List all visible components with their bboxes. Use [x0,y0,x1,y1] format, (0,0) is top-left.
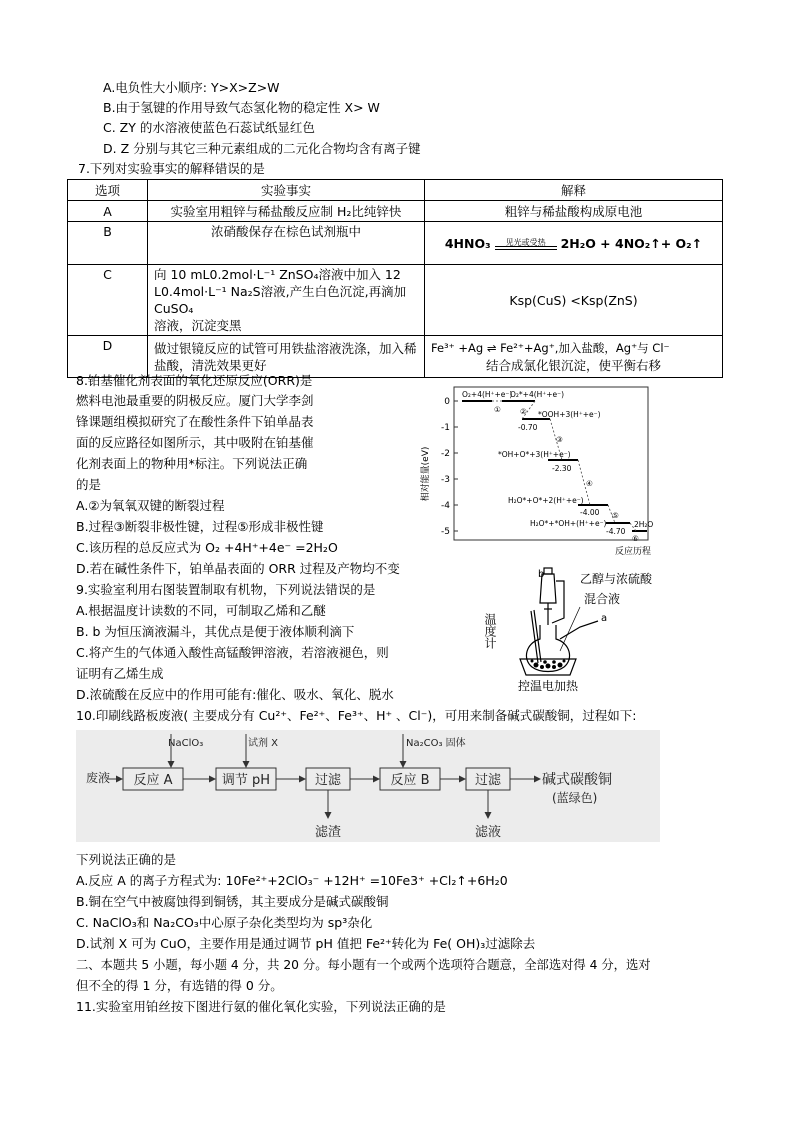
flow-residue: 滤渣 [314,825,342,840]
q7-header-fact: 实验事实 [148,180,425,201]
orr-species-7: 2H₂O [634,520,654,529]
q8-stem-line6: 的是 [76,477,102,492]
orr-value-4: -4.70 [606,527,626,536]
orr-species-1: O₂+4(H⁺+e⁻) [462,390,513,399]
flow-filter-2: 过滤 [474,773,502,788]
q7-row-d-option: D [68,336,148,378]
orr-species-5: H₂O*+O*+2(H⁺+e⁻) [508,496,584,505]
apparatus-figure [483,563,653,698]
q6-option-d: D. Z 分别与其它三种元素组成的二元化合物均含有离子键 [103,141,421,156]
q11-stem: 11.实验室用铂丝按下图进行氨的催化氧化实验，下列说法正确的是 [76,999,446,1014]
orr-ytick-0: 0 [444,397,450,407]
flow-product: 碱式碳酸铜 [542,772,612,788]
apparatus-label-b: b [538,569,545,580]
orr-species-4: *OH+O*+3(H⁺+e⁻) [498,450,571,459]
q6-option-c: C. ZY 的水溶液使蓝色石蕊试纸显红色 [103,120,315,135]
q8-stem-line2: 燃料电池最重要的阴极反应。厦门大学李剑 [76,393,314,408]
flow-reagent-naclo3: NaClO₃ [168,738,204,749]
orr-step-4: ④ [586,479,593,488]
orr-ytick-1: -1 [441,423,450,433]
q7-row-c-fact-line2: L0.4mol·L⁻¹ Na₂S溶液,产生白色沉淀,再滴加 CuSO₄ [154,284,407,316]
q7-row-b-fact: 浓硝酸保存在棕色试剂瓶中 [148,222,425,265]
flow-filter-1: 过滤 [314,773,342,788]
orr-species-6: H₂O*+*OH+(H⁺+e⁻) [530,519,607,528]
q9-option-c-line2: 证明有乙烯生成 [76,666,164,681]
q10-question: 下列说法正确的是 [76,852,177,867]
orr-step-2: ② [520,407,527,416]
q8-option-a: A.②为氧氧双键的断裂过程 [76,498,225,513]
q9-option-a: A.根据温度计读数的不同，可制取乙烯和乙醚 [76,603,326,618]
q8-stem-line4: 面的反应路径如图所示，其中吸附在铂基催 [76,435,314,450]
q7-row-c-explanation: Ksp(CuS) <Ksp(ZnS) [425,265,723,336]
q7-row-b-option: B [68,222,148,265]
q7-row-d-explanation [425,336,723,378]
q7-table [67,179,723,378]
orr-species-2: O₂*+4(H⁺+e⁻) [510,390,565,399]
q8-stem-line5: 化剂表面上的物种用*标注。下列说法正确 [76,456,308,471]
q7-row-d-explanation-line2: 结合成氯化银沉淀，使平衡右移 [485,357,661,373]
q7-row-d-explanation-line1: Fe³⁺ +Ag ⇌ Fe²⁺+Ag⁺,加入盐酸，Ag⁺与 Cl⁻ [431,340,670,355]
q10-option-d: D.试剂 X 可为 CuO，主要作用是通过调节 pH 值把 Fe²⁺转化为 Fe( OH)₃过滤除去 [76,936,536,951]
q10-option-c: C. NaClO₃和 Na₂CO₃中心原子杂化类型均为 sp³杂化 [76,915,373,930]
q9-option-c-line1: C.将产生的气体通入酸性高锰酸钾溶液，若溶液褪色，则 [76,645,389,660]
q9-stem: 9.实验室利用右图装置制取有机物，下列说法错误的是 [76,582,376,597]
flow-product-color: (蓝绿色) [552,791,598,805]
apparatus-reagent-line2: 混合液 [584,592,621,606]
q7-row-b-products: 2H₂O + 4NO₂↑+ O₂↑ [560,235,703,251]
q7-header-explanation: 解释 [425,180,723,201]
apparatus-heater-label: 控温电加热 [518,679,579,693]
orr-ylabel: 相对能量(eV) [421,446,431,502]
q8-option-d: D.若在碱性条件下，铂单晶表面的 ORR 过程及产物均不变 [76,561,400,576]
q10-option-a: A.反应 A 的离子方程式为: 10Fe²⁺+2ClO₃⁻ +12H⁺ =10Fe3⁺ +Cl₂↑+6H₂0 [76,873,508,888]
q7-row-d-fact-line1: 做过银镜反应的试管可用铁盐溶液洗涤，加入稀 [154,340,417,356]
flow-adjust-ph: 调节 pH [221,773,271,788]
orr-step-5: ⑤ [612,511,619,520]
apparatus-thermometer-label: 温度计 [483,613,497,649]
orr-ytick-5: -5 [441,527,450,537]
q7-row-a-fact: 实验室用粗锌与稀盐酸反应制 H₂比纯锌快 [148,201,425,222]
orr-value-2: -2.30 [552,464,572,473]
orr-ytick-3: -3 [441,475,450,485]
flow-reaction-a: 反应 A [133,773,173,788]
q7-row-c-fact-line3: 溶液，沉淀变黑 [154,318,242,333]
orr-value-1: -0.70 [518,423,538,432]
orr-species-3: *OOH+3(H⁺+e⁻) [538,410,601,419]
orr-ytick-4: -4 [441,501,450,511]
q8-stem-line1: 8.铂基催化剂表面的氧化还原反应(ORR)是 [76,373,313,388]
section2-instructions-line2: 但不全的得 1 分，有选错的得 0 分。 [76,978,283,993]
q7-row-c-fact-line1: 向 10 mL0.2mol·L⁻¹ ZnSO₄溶液中加入 12 [154,267,401,282]
q10-option-b: B.铜在空气中被腐蚀得到铜锈，其主要成分是碱式碳酸铜 [76,894,389,909]
apparatus-label-a: a [601,613,608,624]
q7-row-b-explanation [425,222,723,265]
flow-reagent-x: 试剂 X [248,738,279,749]
q7-row-a-option: A [68,201,148,222]
orr-step-1: ① [494,405,501,414]
flow-filtrate: 滤液 [474,825,502,840]
flow-reaction-b: 反应 B [390,773,430,788]
orr-ytick-2: -2 [441,449,450,459]
orr-energy-diagram [410,384,695,556]
section2-instructions-line1: 二、本题共 5 小题，每小题 4 分，共 20 分。每小题有一个或两个选项符合题意，全部选对得 4 分，选对 [76,958,651,972]
q6-option-a: A.电负性大小顺序: Y>X>Z>W [103,80,280,95]
q7-stem: 7.下列对实验事实的解释错误的是 [78,161,265,176]
q7-row-c-option: C [68,265,148,336]
q7-row-b-reactant: 4HNO₃ [444,235,491,251]
orr-value-3: -4.00 [580,508,600,517]
q7-row-a-explanation: 粗锌与稀盐酸构成原电池 [425,201,723,222]
q10-flowchart [76,730,660,842]
flow-input: 废液 [86,771,111,785]
q8-stem-line3: 锋课题组模拟研究了在酸性条件下铂单晶表 [76,414,314,429]
q9-option-b: B. b 为恒压滴液漏斗，其优点是便于液体顺利滴下 [76,624,355,639]
q7-header-option: 选项 [68,180,148,201]
q8-option-c: C.该历程的总反应式为 O₂ +4H⁺+4e⁻ =2H₂O [76,540,338,555]
apparatus-reagent-line1: 乙醇与浓硫酸 [580,572,653,586]
q7-row-b-reaction-arrow [495,237,557,251]
q7-row-b-condition: 见光或受热 [505,238,546,247]
q8-option-b: B.过程③断裂非极性键，过程⑤形成非极性键 [76,519,324,534]
orr-step-6: ⑥ [632,534,639,543]
q10-stem: 10.印刷线路板废液( 主要成分有 Cu²⁺、Fe²⁺、Fe³⁺、H⁺ 、Cl⁻)，可用来制备碱式碳酸铜，过程如下: [76,708,637,723]
q7-row-c-fact [148,265,425,336]
q6-option-b: B.由于氢键的作用导致气态氢化物的稳定性 X> W [103,100,380,115]
orr-step-3: ③ [556,435,563,444]
q9-option-d: D.浓硫酸在反应中的作用可能有:催化、吸水、氧化、脱水 [76,687,394,702]
q7-row-d-fact-line2: 盐酸，清洗效果更好 [154,357,267,373]
flow-reagent-na2co3: Na₂CO₃ 固体 [406,738,466,749]
orr-xlabel: 反应历程 [615,547,652,557]
